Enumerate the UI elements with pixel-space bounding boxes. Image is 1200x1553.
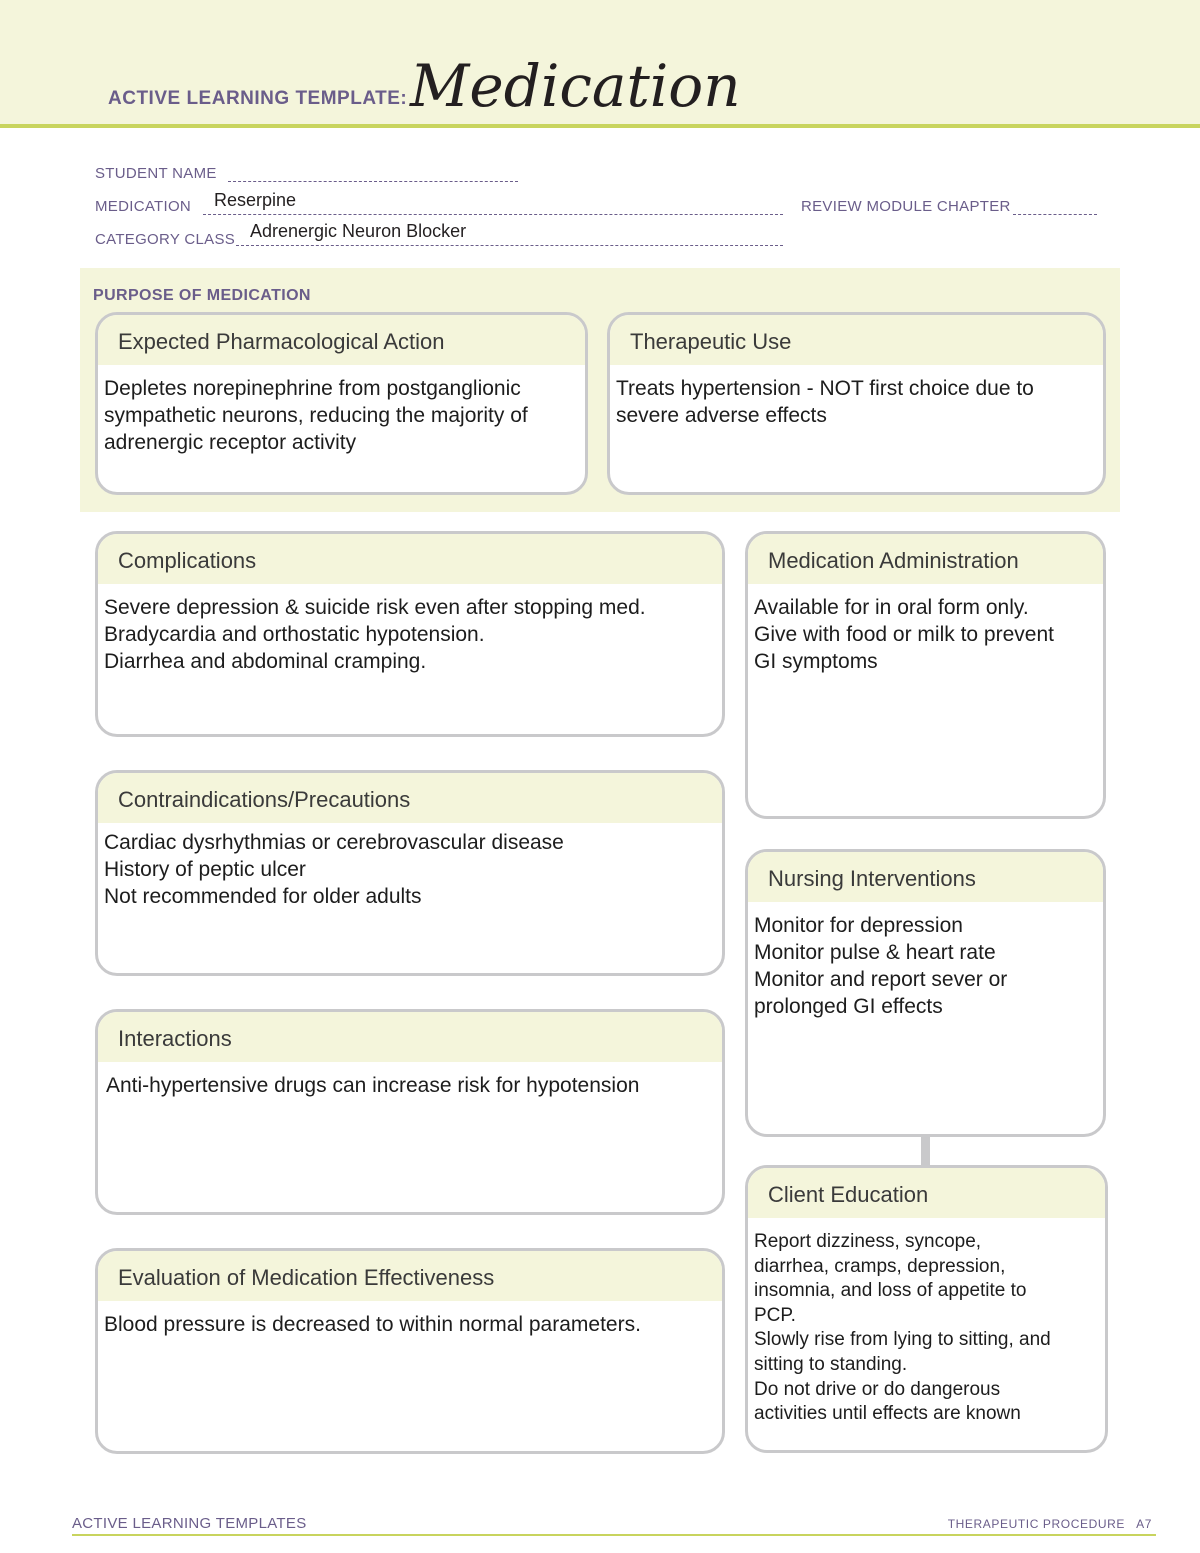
administration-line: GI symptoms [754, 650, 878, 673]
nursing-interventions-box [745, 849, 1106, 1137]
nursing-interventions-line: Monitor and report sever or [754, 968, 1008, 991]
category-class-value: Adrenergic Neuron Blocker [250, 221, 467, 241]
administration-line: Give with food or milk to prevent [754, 623, 1054, 646]
footer-divider [72, 1534, 1156, 1536]
administration-body [748, 584, 1103, 675]
client-education-line: sitting to standing. [754, 1353, 908, 1375]
expected-action-body [98, 365, 585, 456]
nursing-interventions-line: prolonged GI effects [754, 995, 943, 1018]
contraindications-line: History of peptic ulcer [104, 858, 306, 881]
complications-body [98, 584, 722, 675]
interactions-line: Anti-hypertensive drugs can increase risk for hypotension [106, 1074, 640, 1097]
client-education-line: insomnia, and loss of appetite to [754, 1280, 1027, 1302]
therapeutic-use-box [607, 312, 1106, 495]
complications-line: Diarrhea and abdominal cramping. [104, 650, 427, 673]
category-class-field[interactable] [236, 245, 783, 246]
therapeutic-use-line: severe adverse effects [616, 404, 827, 427]
expected-action-title: Expected Pharmacological Action [98, 315, 585, 365]
medication-value: Reserpine [214, 190, 297, 210]
template-label: ACTIVE LEARNING TEMPLATE: [108, 88, 408, 109]
nursing-interventions-line: Monitor for depression [754, 914, 963, 937]
client-education-line: diarrhea, cramps, depression, [754, 1255, 1006, 1277]
contraindications-line: Cardiac dysrhythmias or cerebrovascular disease [104, 831, 564, 854]
contraindications-box [95, 770, 725, 976]
interactions-box [95, 1009, 725, 1215]
administration-title: Medication Administration [748, 534, 1103, 584]
contraindications-line: Not recommended for older adults [104, 885, 422, 908]
section-connector [921, 1134, 930, 1166]
client-education-line: Report dizziness, syncope, [754, 1231, 982, 1252]
client-education-box [745, 1165, 1108, 1453]
page-title: Medication [410, 52, 741, 120]
nursing-interventions-title: Nursing Interventions [748, 852, 1103, 902]
evaluation-box [95, 1248, 725, 1454]
complications-line: Bradycardia and orthostatic hypotension. [104, 623, 485, 646]
review-module-field[interactable] [1013, 214, 1097, 215]
complications-title: Complications [98, 534, 722, 584]
category-class-label: CATEGORY CLASS [95, 231, 236, 248]
client-education-body [748, 1218, 1105, 1427]
expected-action-line: adrenergic receptor activity [104, 431, 357, 454]
client-education-line: Slowly rise from lying to sitting, and [754, 1329, 1051, 1351]
medication-field[interactable] [203, 214, 783, 215]
complications-line: Severe depression & suicide risk even after stopping med. [104, 596, 646, 619]
therapeutic-use-line: Treats hypertension - NOT first choice due to [616, 377, 1034, 400]
expected-action-line: sympathetic neurons, reducing the majority of [104, 404, 528, 427]
evaluation-line: Blood pressure is decreased to within normal parameters. [104, 1313, 641, 1336]
page-header [0, 0, 1200, 128]
review-module-label: REVIEW MODULE CHAPTER [801, 198, 1011, 215]
student-name-field[interactable] [228, 181, 518, 182]
evaluation-body [98, 1301, 722, 1338]
footer-right-label: THERAPEUTIC PROCEDURE A7 [947, 1517, 1152, 1531]
client-education-title: Client Education [748, 1168, 1105, 1218]
contraindications-body [98, 823, 722, 910]
administration-line: Available for in oral form only. [754, 596, 1029, 619]
evaluation-title: Evaluation of Medication Effectiveness [98, 1251, 722, 1301]
medication-label: MEDICATION [95, 198, 192, 215]
nursing-interventions-body [748, 902, 1103, 1020]
therapeutic-use-body [610, 365, 1103, 429]
expected-action-line: Depletes norepinephrine from postganglionic [104, 377, 521, 400]
contraindications-title: Contraindications/Precautions [98, 773, 722, 823]
footer-left-label: ACTIVE LEARNING TEMPLATES [72, 1515, 307, 1532]
complications-box [95, 531, 725, 737]
therapeutic-use-title: Therapeutic Use [610, 315, 1103, 365]
client-education-line: PCP. [754, 1304, 796, 1326]
nursing-interventions-line: Monitor pulse & heart rate [754, 941, 996, 964]
interactions-title: Interactions [98, 1012, 722, 1062]
purpose-label: PURPOSE OF MEDICATION [93, 287, 311, 304]
student-name-label: STUDENT NAME [95, 165, 217, 182]
expected-action-box [95, 312, 588, 495]
client-education-line: Do not drive or do dangerous [754, 1378, 1001, 1400]
administration-box [745, 531, 1106, 819]
interactions-body [98, 1062, 722, 1099]
client-education-line: activities until effects are known [754, 1403, 1021, 1425]
